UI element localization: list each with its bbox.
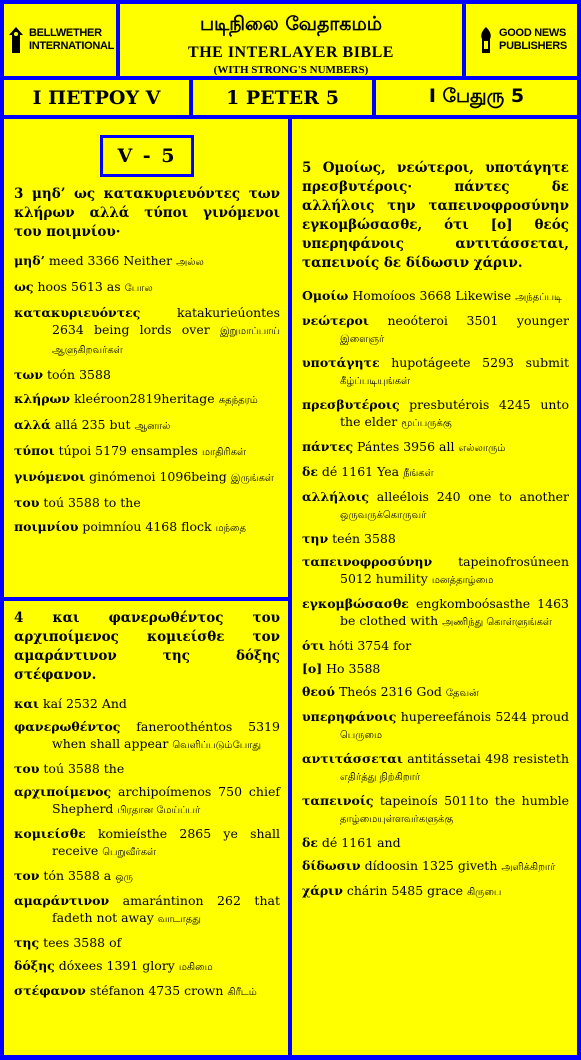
word-entry [14, 416, 280, 435]
greek-word: φανερωθέντος [14, 719, 121, 734]
greek-word: χάριν [302, 883, 343, 898]
tamil-gloss: ஒரு [115, 872, 133, 883]
greek-word: ποιμνίου [14, 519, 79, 534]
word-entry [302, 438, 569, 457]
word-entry [14, 442, 280, 461]
word-entry [14, 783, 280, 819]
translit-strong-gloss: alleélois 240 one to another [376, 489, 569, 504]
translit-strong-gloss: toón 3588 [46, 367, 111, 382]
translit-strong-gloss: Theós 2316 God [338, 684, 442, 699]
greek-word: τύποι [14, 443, 55, 458]
word-entry [14, 278, 280, 297]
tamil-gloss: இருங்கள் [230, 473, 274, 484]
word-entry [14, 252, 280, 271]
greek-word: ταπεινοφροσύνην [302, 554, 433, 569]
translit-strong-gloss: hoos 5613 as [37, 279, 121, 294]
word-entry [14, 718, 280, 754]
greek-word: ως [14, 279, 34, 294]
greek-word: ότι [302, 638, 325, 653]
tamil-gloss: தாழ்மையுள்ளவர்களுக்கு [340, 814, 454, 825]
greek-word: τον [14, 868, 40, 883]
translit-strong-gloss: hóti 3754 for [328, 638, 412, 653]
logo-right-line1: GOOD NEWS [499, 27, 567, 39]
word-entry [14, 867, 280, 886]
word-entry [14, 825, 280, 861]
greek-word: εγκομβώσασθε [302, 596, 409, 611]
translit-strong-gloss: poimníou 4168 flock [82, 519, 212, 534]
translit-strong-gloss: komieísthe 2865 ye shall receive [52, 826, 280, 858]
translit-strong-gloss: amarántinon 262 that fadeth not away [52, 893, 280, 925]
verse-4-text: 4 και φανερωθέντος του αρχιποίμενος κομιείσθε τον αμαράντινον της δόξης στέφανον. [14, 610, 280, 683]
tamil-gloss: கீழ்ப்படியுங்கள் [340, 376, 411, 387]
translit-strong-gloss: kaí 2532 And [43, 696, 127, 711]
greek-word: μηδ’ [14, 253, 45, 268]
word-entry [14, 390, 280, 409]
word-entry [302, 834, 569, 851]
left-bottom-panel [4, 601, 288, 1055]
greek-word: και [14, 696, 40, 711]
word-entry [302, 660, 569, 677]
translit-strong-gloss: dé 1161 Yea [321, 464, 400, 479]
logo-right-line2: PUBLISHERS [499, 40, 567, 52]
greek-word: του [14, 761, 40, 776]
tamil-gloss: மனத்தாழ்மை [431, 575, 494, 586]
book-tamil: I பேதுரு 5 [376, 80, 577, 115]
tamil-gloss: அந்தப்படி [515, 292, 562, 303]
tamil-gloss: எதிர்த்து நிற்கிறார் [340, 772, 421, 783]
translit-strong-gloss: dé 1161 and [321, 835, 401, 850]
translit-strong-gloss: Homoíoos 3668 Likewise [352, 288, 512, 303]
translit-strong-gloss: stéfanon 4735 crown [89, 983, 224, 998]
tamil-gloss: மாதிரிகள் [201, 447, 247, 458]
left-top-panel [4, 119, 288, 597]
greek-word: δόξης [14, 958, 55, 973]
word-entry [302, 312, 569, 348]
greek-word: στέφανον [14, 983, 86, 998]
logo-left-line1: BELLWETHER [28, 27, 102, 39]
greek-word: νεώτεροι [302, 313, 369, 328]
greek-word: αμαράντινον [14, 893, 110, 908]
tamil-gloss: நீங்கள் [403, 468, 434, 479]
bellwether-logo [4, 4, 116, 76]
greek-word: της [14, 935, 40, 950]
greek-word: των [14, 367, 43, 382]
translit-strong-gloss: tapeinoís 5011to the humble [379, 793, 569, 808]
greek-word: κομιείσθε [14, 826, 86, 841]
verse-3-entries [14, 252, 280, 537]
title-block [120, 4, 462, 76]
title-subtitle: (WITH STRONG'S NUMBERS) [213, 64, 369, 76]
tamil-gloss: கிரீடம் [227, 987, 257, 998]
tamil-gloss: பிரதான மேய்ப்பர் [117, 805, 201, 816]
word-entry [14, 468, 280, 487]
greek-word: θεού [302, 684, 335, 699]
word-entry [14, 366, 280, 383]
translit-strong-gloss: tón 3588 a [43, 868, 112, 883]
tamil-gloss: எல்லாரும் [458, 443, 506, 454]
tamil-gloss: வெளிப்படும்போது [172, 740, 262, 751]
translit-strong-gloss: chárin 5485 grace [346, 883, 463, 898]
translit-strong-gloss: presbutérois 4245 unto the elder [340, 397, 569, 429]
word-entry [302, 708, 569, 744]
tamil-gloss: அல்ல [176, 257, 204, 268]
chapter-label: V - 5 [100, 135, 194, 177]
translit-strong-gloss: neoóteroi 3501 younger [387, 313, 569, 328]
tamil-gloss: வாடாதது [157, 914, 201, 925]
tamil-gloss: பெறுவீர்கள் [102, 847, 157, 858]
tamil-gloss: தேவன் [445, 688, 479, 699]
tamil-gloss: ஆனால் [134, 421, 171, 432]
translit-strong-gloss: engkomboósasthe 1463 be clothed with [340, 596, 569, 628]
lamp-icon [476, 25, 496, 55]
word-entry [14, 518, 280, 537]
tamil-gloss: மந்தை [215, 523, 247, 534]
verse-3-text: 3 μηδ’ ως κατακυριευόντες των κλήρων αλλά τύποι γινόμενοι του ποιμνίου· [14, 186, 280, 240]
word-entry [302, 354, 569, 390]
translit-strong-gloss: toú 3588 the [43, 761, 125, 776]
logo-left-line2: INTERNATIONAL [28, 40, 115, 52]
greek-word: δε [302, 835, 318, 850]
book-greek: I ΠΕΤΡΟΥ V [4, 80, 189, 115]
tamil-gloss: ஒருவருக்கொருவர் [340, 510, 427, 521]
greek-word: [ο] [302, 661, 323, 676]
word-entry [302, 287, 569, 306]
greek-word: δίδωσιν [302, 858, 361, 873]
greek-word: γινόμενοι [14, 469, 86, 484]
translit-strong-gloss: ginómenoi 1096being [89, 469, 227, 484]
book-english: 1 PETER 5 [193, 80, 372, 115]
verse-4-entries [14, 695, 280, 1001]
tamil-gloss: சுதந்தரம் [218, 395, 258, 406]
greek-word: την [302, 531, 329, 546]
word-entry [302, 530, 569, 547]
word-entry [302, 750, 569, 786]
word-entry [302, 595, 569, 631]
greek-word: πάντες [302, 439, 354, 454]
greek-word: αρχιποίμενος [14, 784, 112, 799]
tamil-gloss: மூப்பருக்கு [401, 418, 452, 429]
title-tamil: படிநிலை வேதாகமம் [199, 13, 383, 35]
right-panel [292, 119, 577, 1055]
greek-word: αλλήλοις [302, 489, 369, 504]
word-entry [302, 792, 569, 828]
translit-strong-gloss: meed 3366 Neither [48, 253, 173, 268]
word-entry [14, 957, 280, 976]
greek-word: Ομοίω [302, 288, 349, 303]
ram-icon [6, 25, 26, 55]
translit-strong-gloss: Ho 3588 [326, 661, 381, 676]
word-entry [302, 553, 569, 589]
greek-word: κλήρων [14, 391, 71, 406]
good-news-logo [466, 4, 577, 76]
word-entry [14, 304, 280, 359]
word-entry [302, 488, 569, 524]
translit-strong-gloss: teén 3588 [332, 531, 396, 546]
word-entry [14, 760, 280, 777]
tamil-gloss: இறுமாப்பாய் ஆளுகிறவர்கள் [52, 326, 280, 356]
word-entry [14, 695, 280, 712]
translit-strong-gloss: faneroothéntos 5319 when shall appear [52, 719, 280, 751]
word-entry [302, 637, 569, 654]
tamil-gloss: போல [124, 283, 153, 294]
translit-strong-gloss: dídoosin 1325 giveth [364, 858, 498, 873]
greek-word: κατακυριευόντες [14, 305, 141, 320]
greek-word: δε [302, 464, 318, 479]
greek-word: αλλά [14, 417, 51, 432]
translit-strong-gloss: tees 3588 of [43, 935, 122, 950]
greek-word: πρεσβυτέροις [302, 397, 400, 412]
greek-word: υποτάγητε [302, 355, 380, 370]
greek-word: ταπεινοίς [302, 793, 374, 808]
translit-strong-gloss: toú 3588 to the [43, 495, 141, 510]
tamil-gloss: மகிமை [178, 962, 213, 973]
greek-word: υπερηφάνοις [302, 709, 397, 724]
translit-strong-gloss: dóxees 1391 glory [58, 958, 175, 973]
greek-word: αντιτάσσεται [302, 751, 403, 766]
translit-strong-gloss: tapeinofrosúneen 5012 humility [340, 554, 569, 586]
word-entry [302, 683, 569, 702]
translit-strong-gloss: hupereefánois 5244 proud [400, 709, 569, 724]
tamil-gloss: அளிக்கிறார் [501, 862, 556, 873]
tamil-gloss: பெருமை [340, 730, 383, 741]
word-entry [302, 463, 569, 482]
translit-strong-gloss: katakurieúontes 2634 being lords over [52, 305, 280, 337]
translit-strong-gloss: archipoímenos 750 chief Shepherd [52, 784, 280, 816]
tamil-gloss: இளைஞர் [340, 334, 385, 345]
translit-strong-gloss: hupotágeete 5293 submit [391, 355, 569, 370]
verse-5-text: 5 Ομοίως, νεώτεροι, υποτάγητε πρεσβυτέροις· πάντες δε αλλήλοις την ταπεινοφροσύνην εγκομβώσασθε, ότι [ο] θεός υπερηφάνοις αντιτάσσεται, ταπεινοίς δε δίδωσιν χάριν. [302, 160, 569, 271]
word-entry [302, 396, 569, 432]
translit-strong-gloss: kleéroon2819heritage [74, 391, 215, 406]
title-english: THE INTERLAYER BIBLE [188, 44, 394, 61]
tamil-gloss: அணிந்து கொள்ளுங்கள் [442, 617, 552, 628]
translit-strong-gloss: allá 235 but [54, 417, 131, 432]
translit-strong-gloss: túpoi 5179 ensamples [58, 443, 198, 458]
word-entry [14, 892, 280, 928]
word-entry [302, 857, 569, 876]
word-entry [14, 494, 280, 511]
word-entry [302, 882, 569, 901]
word-entry [14, 982, 280, 1001]
word-entry [14, 934, 280, 951]
translit-strong-gloss: antitássetai 498 resisteth [407, 751, 569, 766]
tamil-gloss: கிருபை [466, 887, 502, 898]
translit-strong-gloss: Pántes 3956 all [357, 439, 455, 454]
greek-word: του [14, 495, 40, 510]
verse-5-entries [302, 287, 569, 901]
